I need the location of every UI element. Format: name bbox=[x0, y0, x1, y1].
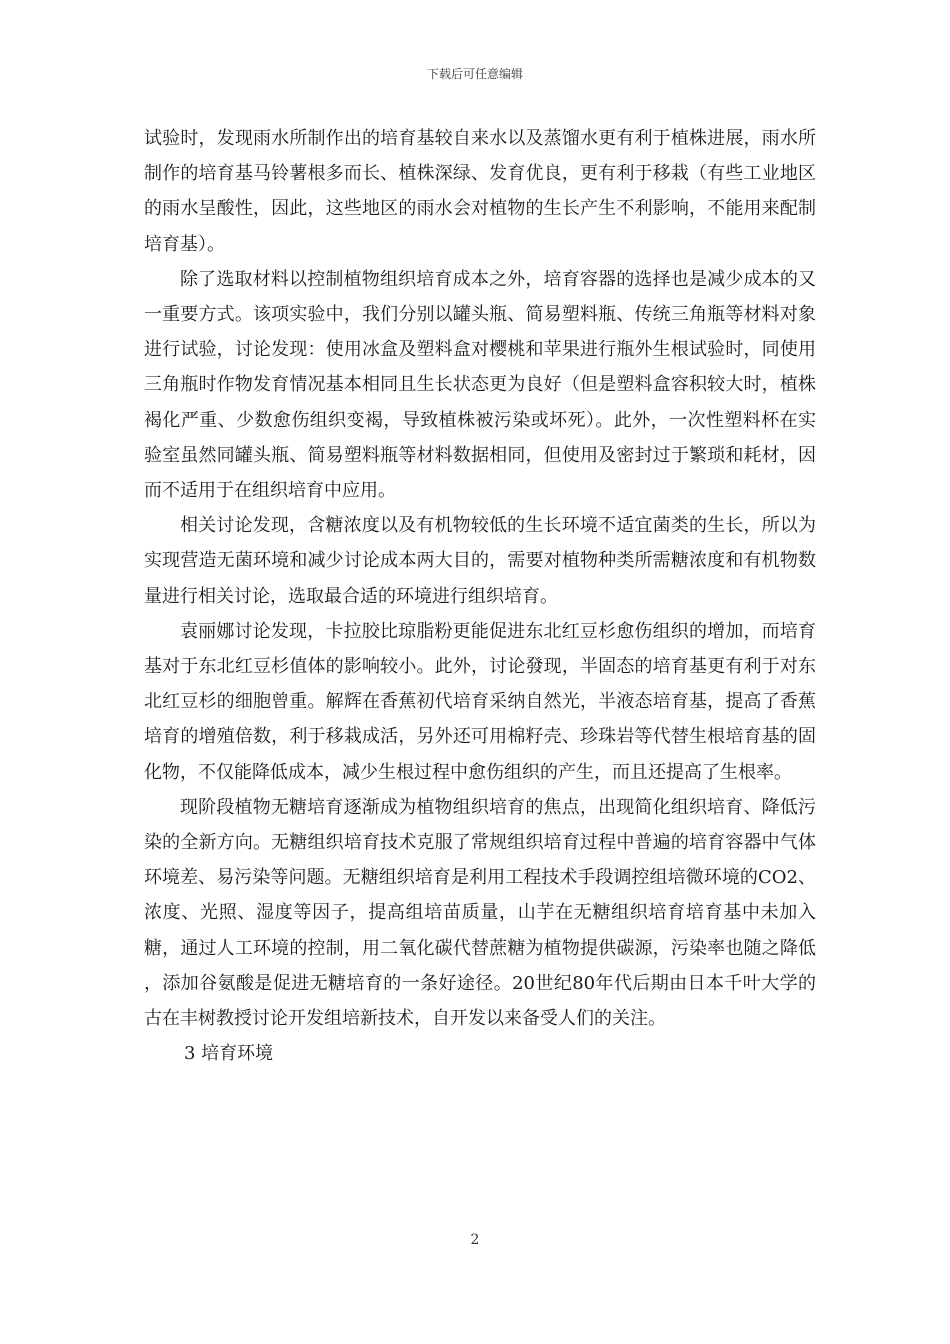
document-body bbox=[144, 121, 816, 1071]
paragraph-sugar-free-culture: 现阶段植物无糖培育逐渐成为植物组织培育的焦点，出现简化组织培育、降低污染的全新方向。无糖组织培育技术克服了常规组织培育过程中普遍的培育容器中气体环境差、易污染等问题。无糖组织培育是利用工程技术手段调控组培微环境的CO2、浓度、光照、湿度等因子，提高组培苗质量，山芋在无糖组织培育培育基中未加入糖，通过人工环境的控制，用二氧化碳代替蔗糖为植物提供碳源，污染率也随之降低 ，添加谷氨酸是促进无糖培育的一条好途径。20世纪80年代后期由日本千叶大学的古在丰树教授讨论开发组培新技术，自开发以来备受人们的关注。 bbox=[144, 796, 816, 1030]
paragraph-taxus-research: 袁丽娜讨论发现，卡拉胶比琼脂粉更能促进东北红豆杉愈伤组织的增加，而培育基对于东北红豆杉值体的影响较小。此外，讨论發现，半固态的培育基更有利于对东北红豆杉的细胞曾重。解辉在香蕉初代培育采纳自然光，半液态培育基，提高了香蕉培育的增殖倍数，利于移栽成活，另外还可用棉籽壳、珍珠岩等代替生根培育基的固化物，不仅能降低成本，减少生根过程中愈伤组织的产生，而且还提高了生根率。 bbox=[144, 620, 816, 783]
paragraph-container-cost: 除了选取材料以控制植物组织培育成本之外，培育容器的选择也是减少成本的又一重要方式。该项实验中，我们分别以罐头瓶、简易塑料瓶、传统三角瓶等材料对象进行试验，讨论发现：使用冰盒及塑料盒对樱桃和苹果进行瓶外生根试验时，同使用三角瓶时作物发育情况基本相同且生长状态更为良好（但是塑料盒容积较大时，植株褐化严重、少数愈伤组织变褐，导致植株被污染或坏死）。此外，一次性塑料杯在实验室虽然同罐头瓶、简易塑料瓶等材料数据相同，但使用及密封过于繁琐和耗材，因而不适用于在组织培育中应用。 bbox=[144, 268, 816, 502]
section-heading: 3 培育环境 bbox=[184, 1043, 274, 1065]
paragraph-continuation: 试验时，发现雨水所制作出的培育基较自来水以及蒸馏水更有利于植株进展，雨水所制作的培育基马铃薯根多而长、植株深绿、发育优良，更有利于移栽（有些工业地区的雨水呈酸性，因此，这些地区的雨水会对植物的生长产生不利影响，不能用来配制培育基）。 bbox=[144, 128, 816, 255]
page-number: 2 bbox=[470, 1232, 480, 1248]
page-header: 下载后可任意编辑 bbox=[426, 67, 523, 81]
paragraph-sugar-concentration: 相关讨论发现，含糖浓度以及有机物较低的生长环境不适宜菌类的生长，所以为实现营造无菌环境和减少讨论成本两大目的，需要对植物种类所需糖浓度和有机物数量进行相关讨论，选取最合适的环境进行组织培育。 bbox=[144, 515, 816, 607]
